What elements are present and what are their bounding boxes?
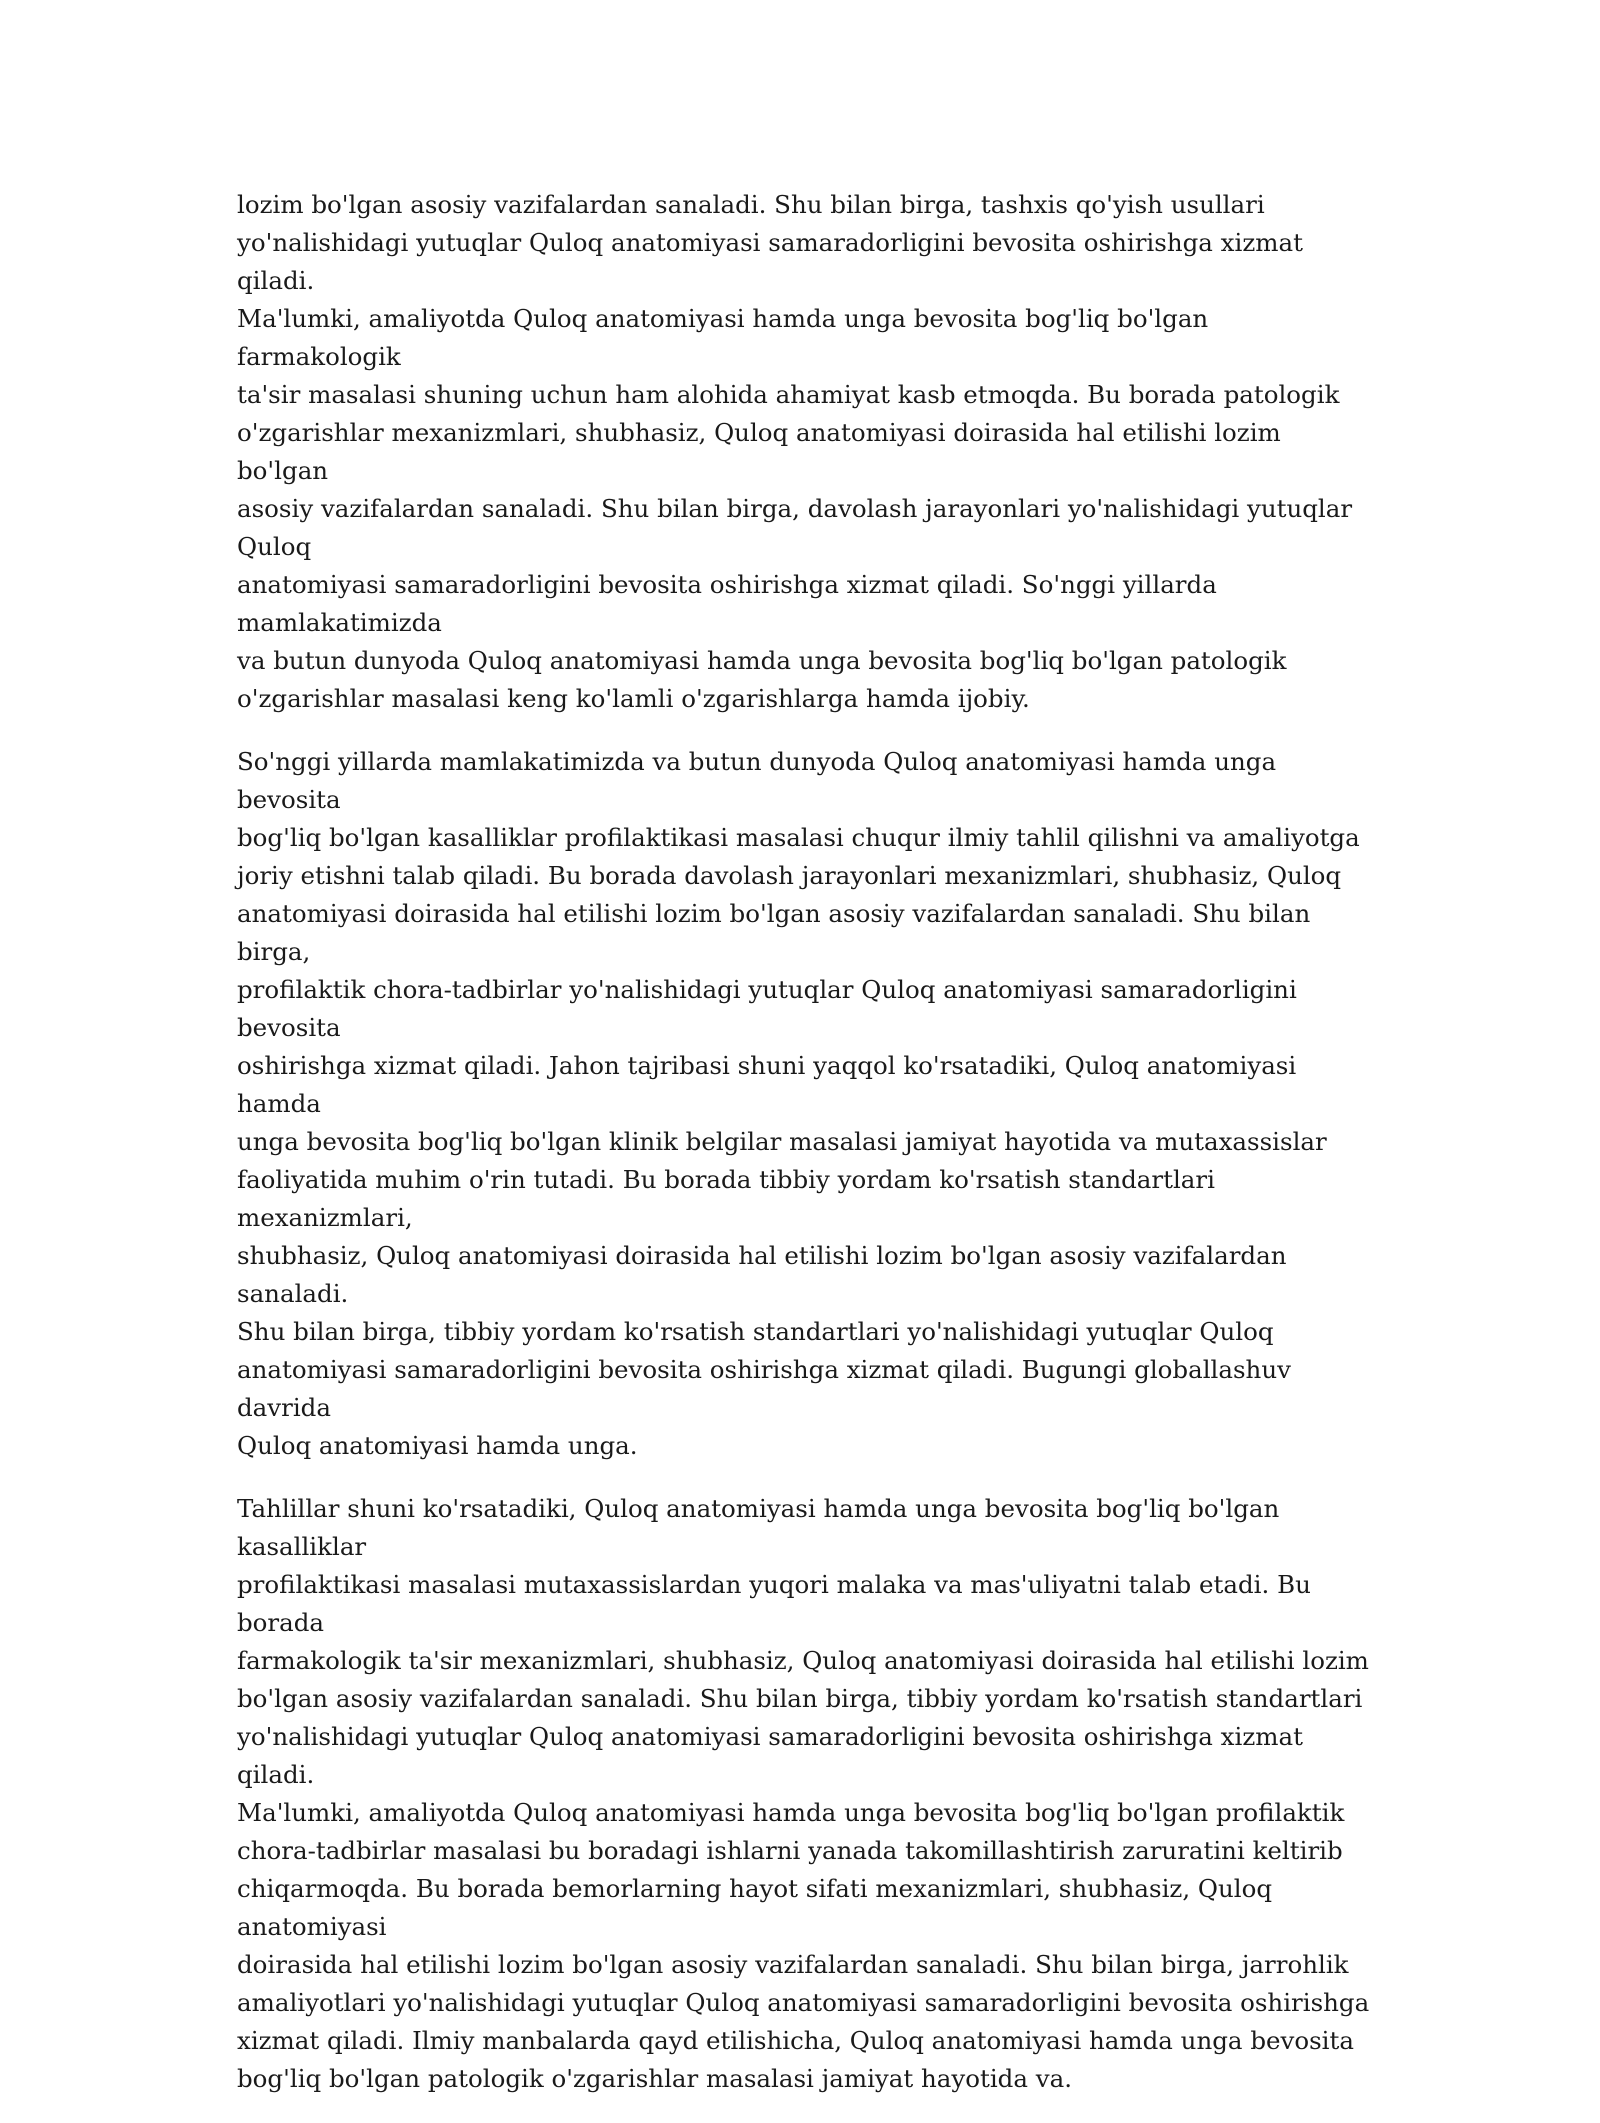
document-body: [237, 186, 1377, 2123]
paragraph-2: So'nggi yillarda mamlakatimizda va butun dunyoda Quloq anatomiyasi hamda unga bevosita bog'liq bo'lgan kasalliklar profilaktikasi masalasi chuqur ilmiy tahlil qilishni va amaliyotga joriy etishni talab qiladi. Bu borada davolash jarayonlari mexanizmlari, shubhasiz, Quloq anatomiyasi doirasida hal etilishi lozim bo'lgan asosiy vazifalardan sanaladi. Shu bilan birga, profilaktik chora-tadbirlar yo'nalishidagi yutuqlar Quloq anatomiyasi samaradorligini bevosita oshirishga xizmat qiladi. Jahon tajribasi shuni yaqqol ko'rsatadiki, Quloq anatomiyasi hamda unga bevosita bog'liq bo'lgan klinik belgilar masalasi jamiyat hayotida va mutaxassislar faoliyatida muhim o'rin tutadi. Bu borada tibbiy yordam ko'rsatish standartlari mexanizmlari, shubhasiz, Quloq anatomiyasi doirasida hal etilishi lozim bo'lgan asosiy vazifalardan sanaladi. Shu bilan birga, tibbiy yordam ko'rsatish standartlari yo'nalishidagi yutuqlar Quloq anatomiyasi samaradorligini bevosita oshirishga xizmat qiladi. Bugungi globallashuv davrida Quloq anatomiyasi hamda unga.: [237, 747, 1360, 1460]
paragraph-3: Tahlillar shuni ko'rsatadiki, Quloq anatomiyasi hamda unga bevosita bog'liq bo'lgan kasalliklar profilaktikasi masalasi mutaxassislardan yuqori malaka va mas'uliyatni talab etadi. Bu borada farmakologik ta'sir mexanizmlari, shubhasiz, Quloq anatomiyasi doirasida hal etilishi lozim bo'lgan asosiy vazifalardan sanaladi. Shu bilan birga, tibbiy yordam ko'rsatish standartlari yo'nalishidagi yutuqlar Quloq anatomiyasi samaradorligini bevosita oshirishga xizmat qiladi. Ma'lumki, amaliyotda Quloq anatomiyasi hamda unga bevosita bog'liq bo'lgan profilaktik chora-tadbirlar masalasi bu boradagi ishlarni yanada takomillashtirish zaruratini keltirib chiqarmoqda. Bu borada bemorlarning hayot sifati mexanizmlari, shubhasiz, Quloq anatomiyasi doirasida hal etilishi lozim bo'lgan asosiy vazifalardan sanaladi. Shu bilan birga, jarrohlik amaliyotlari yo'nalishidagi yutuqlar Quloq anatomiyasi samaradorligini bevosita oshirishga xizmat qiladi. Ilmiy manbalarda qayd etilishicha, Quloq anatomiyasi hamda unga bevosita bog'liq bo'lgan patologik o'zgarishlar masalasi jamiyat hayotida va.: [237, 1494, 1370, 2093]
paragraph-1: lozim bo'lgan asosiy vazifalardan sanaladi. Shu bilan birga, tashxis qo'yish usullari yo'nalishidagi yutuqlar Quloq anatomiyasi samaradorligini bevosita oshirishga xizmat qiladi. Ma'lumki, amaliyotda Quloq anatomiyasi hamda unga bevosita bog'liq bo'lgan farmakologik ta'sir masalasi shuning uchun ham alohida ahamiyat kasb etmoqda. Bu borada patologik o'zgarishlar mexanizmlari, shubhasiz, Quloq anatomiyasi doirasida hal etilishi lozim bo'lgan asosiy vazifalardan sanaladi. Shu bilan birga, davolash jarayonlari yo'nalishidagi yutuqlar Quloq anatomiyasi samaradorligini bevosita oshirishga xizmat qiladi. So'nggi yillarda mamlakatimizda va butun dunyoda Quloq anatomiyasi hamda unga bevosita bog'liq bo'lgan patologik o'zgarishlar masalasi keng ko'lamli o'zgarishlarga hamda ijobiy.: [237, 190, 1353, 713]
